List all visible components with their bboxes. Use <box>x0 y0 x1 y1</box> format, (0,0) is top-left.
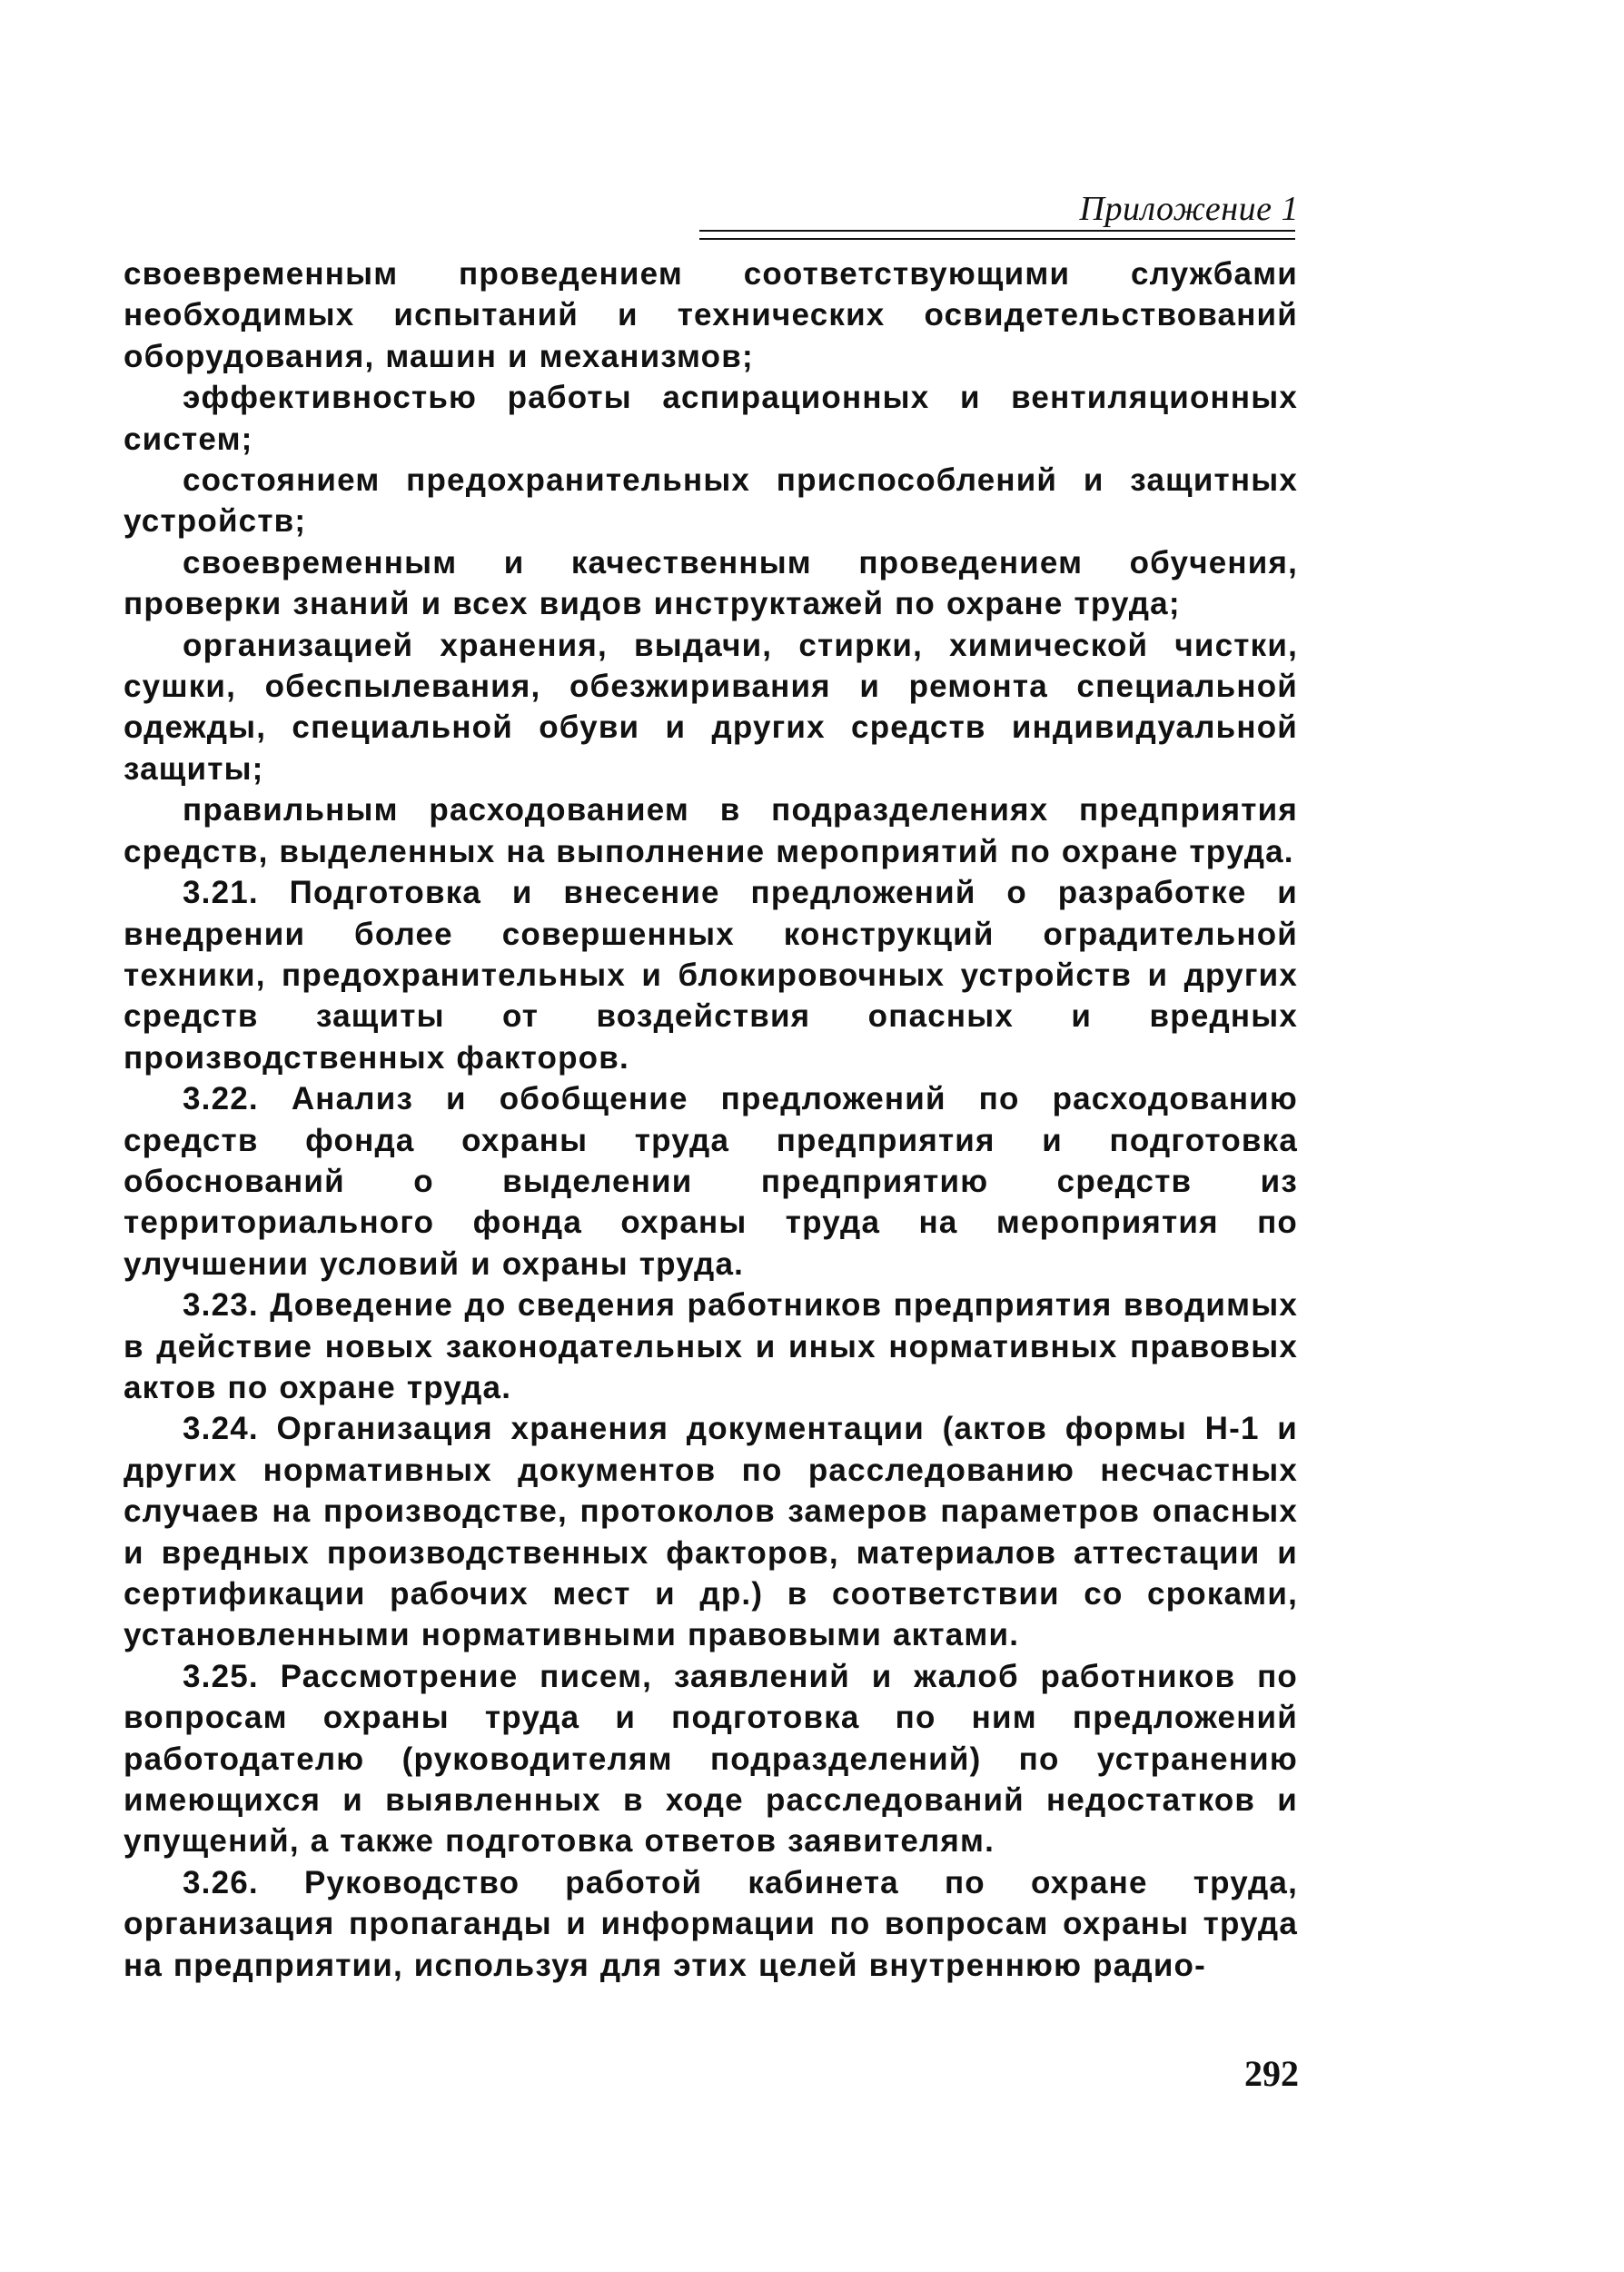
running-header <box>699 186 1299 232</box>
paragraph: состоянием предохранительных приспособлений и защитных устройств; <box>124 462 1298 540</box>
page-body <box>124 253 1298 1986</box>
paragraph: организацией хранения, выдачи, стирки, химической чистки, сушки, обеспылевания, обезжиривания и ремонта специальной одежды, специальной обуви и других средств индивидуальной защиты; <box>124 627 1298 787</box>
section-3-23: 3.23. Доведение до сведения работников предприятия вводимых в действие новых законодательных и иных нормативных правовых актов по охране труда. <box>124 1287 1298 1405</box>
section-3-25: 3.25. Рассмотрение писем, заявлений и жалоб работников по вопросам охраны труда и подготовка по ним предложений работодателю (руководителям подразделений) по устранению имеющихся и выявленных в ходе расследований недостатков и упущений, а также подготовка ответов заявителям. <box>124 1658 1298 1860</box>
section-3-26: 3.26. Руководство работой кабинета по охране труда, организация пропаганды и информации по вопросам охраны труда на предприятии, используя для этих целей внутреннюю радио- <box>124 1864 1298 1983</box>
section-3-21: 3.21. Подготовка и внесение предложений о разработке и внедрении более совершенных конструкций оградительной техники, предохранительных и блокировочных устройств и других средств защиты от воздействия опасных и вредных производственных факторов. <box>124 875 1298 1076</box>
paragraph: правильным расходованием в подразделениях предприятия средств, выделенных на выполнение мероприятий по охране труда. <box>124 792 1298 869</box>
header-rule-bottom <box>699 238 1295 240</box>
section-3-24: 3.24. Организация хранения документации (актов формы Н-1 и других нормативных документов по расследованию несчастных случаев на производстве, протоколов замеров параметров опасных и вредных производственных факторов, материалов аттестации и сертификации рабочих мест и др.) в соответствии со сроками, установленными нормативными правовыми актами. <box>124 1411 1298 1653</box>
paragraph: эффективностью работы аспирационных и вентиляционных систем; <box>124 380 1298 457</box>
paragraph: своевременным проведением соответствующими службами необходимых испытаний и технических освидетельствований оборудования, машин и механизмов; <box>124 256 1298 374</box>
paragraph: своевременным и качественным проведением обучения, проверки знаний и всех видов инструктажей по охране труда; <box>124 544 1298 622</box>
page-number: 292 <box>1244 2053 1299 2094</box>
header-rule-top <box>699 230 1295 232</box>
section-3-22: 3.22. Анализ и обобщение предложений по расходованию средств фонда охраны труда предприятия и подготовка обоснований о выделении предприятию средств из территориального фонда охраны труда на мероприятия по улучшении условий и охраны труда. <box>124 1081 1298 1282</box>
appendix-title: Приложение 1 <box>1079 190 1299 228</box>
